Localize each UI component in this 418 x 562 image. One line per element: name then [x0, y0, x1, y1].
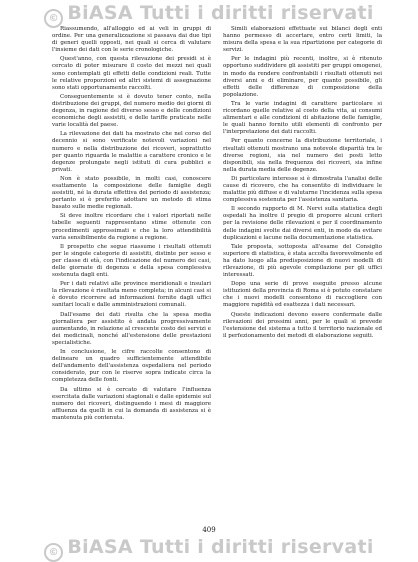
paragraph: Dall'esame dei dati risulta che la spesa media giornaliera per assistito è andata progressivamente aumentando, in relazione al crescente costo dei servizi e dei medicinali, nonché all'estensione delle prestazioni specialistiche.	[52, 311, 211, 346]
paragraph: Per quanto concerne la distribuzione territoriale, i risultati ottenuti mostrano una notevole disparità tra le diverse regioni, sia nel numero dei posti letto disponibili, sia nella frequenza dei ricoveri, sia infine nella durata media delle degenze.	[223, 138, 382, 173]
paragraph: La rilevazione dei dati ha mostrato che nel corso del decennio si sono verificate notevoli variazioni nel numero e nella distribuzione dei ricoveri, soprattutto per quanto riguarda le malattie a carattere cronico e le degenze prolungate negli istituti di cura pubblici e privati.	[52, 131, 211, 173]
paragraph: In conclusione, le cifre raccolte consentono di delineare un quadro sufficientemente attendibile dell'andamento dell'assistenza ospedaliera nel periodo considerato, pur con le riserve sopra indicate circa la completezza delle fonti.	[52, 349, 211, 384]
paragraph: Queste indicazioni devono essere confermate dalle rilevazioni dei prossimi anni, per le quali si prevede l'estensione del sistema a tutto il territorio nazionale ed il perfezionamento dei metodi di elaborazione seguiti.	[223, 311, 382, 339]
paragraph: Non è stato possibile, in molti casi, conoscere esattamente la composizione delle famiglie degli assistiti, né la durata effettiva del periodo di assistenza; pertanto si è preferito adottare un metodo di stima basato sulle medie regionali.	[52, 175, 211, 211]
right-column	[223, 26, 382, 516]
paragraph: Dopo una serie di prove eseguite presso alcune istituzioni della provincia di Roma si è potuto constatare che i nuovi modelli consentono di raccogliere con maggiore rapidità ed esattezza i dati necessari.	[223, 281, 382, 309]
paragraph: Conseguentemente si è dovuto tener conto, nella distribuzione dei gruppi, del numero medio dei giorni di degenza, in ragione del diverso sesso e delle condizioni economiche degli assistiti, e delle tariffe praticate nelle varie località del paese.	[52, 93, 211, 129]
document-page	[52, 26, 382, 516]
watermark-seal-icon: ©	[44, 9, 63, 28]
watermark-seal-icon: ©	[44, 543, 63, 562]
paragraph: Tra le varie indagini di carattere particolare si ricordano quelle relative al costo della vita, ai consumi alimentari e alle condizioni di abitazione delle famiglie, le quali hanno fornito utili elementi di confronto per l'interpretazione dei dati raccolti.	[223, 100, 382, 136]
watermark-text-bottom: BiASA Tutti i diritti riservati	[67, 536, 374, 558]
left-column	[52, 26, 211, 516]
paragraph: Il secondo rapporto di M. Nervi sulla statistica degli ospedali ha inoltre il pregio di proporre alcuni criteri per la revisione delle rilevazioni e per il coordinamento delle indagini svolte dai diversi enti, in modo da evitare duplicazioni e lacune nella documentazione statistica.	[223, 206, 382, 241]
page-number: 409	[202, 526, 216, 534]
watermark-text-top: BiASA Tutti i diritti riservati	[67, 2, 374, 24]
watermark-bottom	[0, 536, 418, 562]
paragraph: Di particolare interesse si è dimostrata l'analisi delle cause di ricovero, che ha consentito di individuare le malattie più diffuse e di valutarne l'incidenza sulla spesa complessiva sostenuta per l'assistenza sanitaria.	[223, 175, 382, 204]
paragraph: Quest'anno, con questa rilevazione dei presidi si è cercato di poter misurare il costo dei mezzi nei quali sono contemplati gli effetti delle condizioni reali. Tutte le relative proporzioni ed altri sistemi di assegnazione sono stati opportunamente raccolti.	[52, 56, 211, 91]
paragraph: Per le indagini più recenti, inoltre, si è ritenuto opportuno suddividere gli assistiti per gruppi omogenei, in modo da rendere confrontabili i risultati ottenuti nei diversi anni e di eliminare, per quanto possibile, gli effetti delle differenze di composizione della popolazione.	[223, 56, 382, 98]
paragraph: Riassumendo, all'alloggio ed ai veli in gruppi di ordine. Per una generalizzazione si passava dai due tipi di generi quelli opposti, nei quali si cerca di valutare l'insieme dei dati con le serie cronologiche.	[52, 26, 211, 54]
paragraph: Si deve inoltre ricordare che i valori riportati nelle tabelle seguenti rappresentano stime ottenute con procedimenti approssimati e che la loro attendibilità varia sensibilmente da regione a regione.	[52, 213, 211, 241]
paragraph: Da ultimo si è cercato di valutare l'influenza esercitata dalle variazioni stagionali e dalle epidemie sul numero dei ricoveri, distinguendo i mesi di maggiore affluenza da quelli in cui la domanda di assistenza si è mantenuta più contenuta.	[52, 386, 211, 421]
paragraph: Il prospetto che segue riassume i risultati ottenuti per le singole categorie di assistiti, distinte per sesso e per classe di età, con l'indicazione del numero dei casi, delle giornate di degenza e della spesa complessiva sostenuta dagli enti.	[52, 243, 211, 279]
paragraph: Simili elaborazioni effettuate sui bilanci degli enti hanno permesso di accertare, entro certi limiti, la misura della spesa e la sua ripartizione per categorie di servizi.	[223, 26, 382, 54]
paragraph: Tale proposta, sottoposta all'esame del Consiglio superiore di statistica, è stata accolta favorevolmente ed ha dato luogo alla predisposizione di nuovi modelli di rilevazione, di più agevole compilazione per gli uffici interessati.	[223, 243, 382, 279]
watermark-top	[0, 2, 418, 28]
paragraph: Per i dati relativi alle province meridionali e insulari la rilevazione è risultata meno completa; in alcuni casi si è dovuto ricorrere ad informazioni fornite dagli uffici sanitari locali e dalle amministrazioni comunali.	[52, 281, 211, 309]
